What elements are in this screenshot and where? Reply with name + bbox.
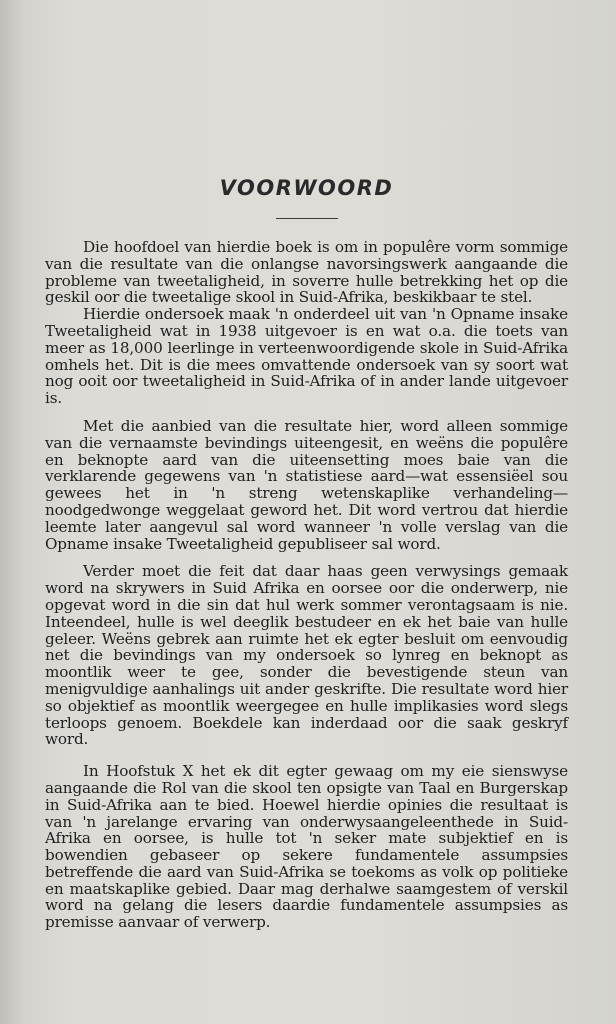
paragraph-4: Verder moet die feit dat daar haas geen verwysings gemaak word na skrywers in Suid Afrika en oorsee oor die onderwerp, nie opgevat word in die sin dat hul werk sommer verontagsaam is nie. Inteendeel, hulle is wel deeglik bestudeer en ek het baie van hulle geleer. Weëns gebrek aan ruimte het ek egter besluit om eenvoudig net die bevindings van my ondersoek so lynreg en beknopt as moontlik weer te gee, sonder die bevestigende steun van menigvuldige aanhalings uit ander geskrifte. Die resultate word hier so objektief as moontlik weergegee en hulle implikasies word slegs terloops genoem. Boekdele kan inderdaad oor die saak geskryf word. (45, 562, 568, 749)
body-text (45, 239, 568, 931)
page-gutter-shadow (0, 0, 24, 1024)
paragraph-1: Die hoofdoel van hierdie boek is om in populêre vorm sommige van die resultate van die onlangse navorsingswerk aangaande die probleme van tweetaligheid, in soverre hulle betrekking het op die geskil oor die tweetalige skool in Suid-Afrika, beskikbaar te stel. (45, 238, 568, 307)
paragraph-3: Met die aanbied van die resultate hier, word alleen sommige van die vernaamste bevindings uiteengesit, en weëns die populêre en beknopte aard van die uiteensetting moes baie van die verklarende gegewens van 'n statistiese aard—wat essensiëel sou gewees het in 'n streng wetenskaplike verhandeling—noodgedwonge weggelaat geword het. Dit word vertrou dat hierdie leemte later aangevul sal word wanneer 'n volle verslag van die Opname insake Tweetaligheid gepubliseer sal word. (45, 416, 568, 553)
page-heading: VOORWOORD (219, 176, 394, 200)
heading-rule (276, 218, 338, 219)
paragraph-5: In Hoofstuk X het ek dit egter gewaag om my eie sienswyse aangaande die Rol van die skool ten opsigte van Taal en Burgerskap in Suid-Afrika aan te bied. Hoewel hierdie opinies die resultaat is van 'n jarelange ervaring van onderwysaangeleenthede in Suid-Afrika en oorsee, is hulle tot 'n seker mate subjektief en is bowendien gebaseer op sekere fundamentele assumpsies betreffende die aard van Suid-Afrika se toekoms as volk op politieke en maatskaplike gebied. Daar mag derhalwe saamgestem of verskil word na gelang die lesers daardie fundamentele assumpsies as premisse aanvaar of verwerp. (45, 762, 568, 932)
paragraph-2: Hierdie ondersoek maak 'n onderdeel uit van 'n Opname insake Tweetaligheid wat in 1938 uitgevoer is en wat o.a. die toets van meer as 18,000 leerlinge in verteenwoordigende skole in Suid-Afrika omhels het. Dit is die mees omvattende ondersoek van sy soort wat nog ooit oor tweetaligheid in Suid-Afrika of in ander lande uitgevoer is. (45, 305, 568, 408)
